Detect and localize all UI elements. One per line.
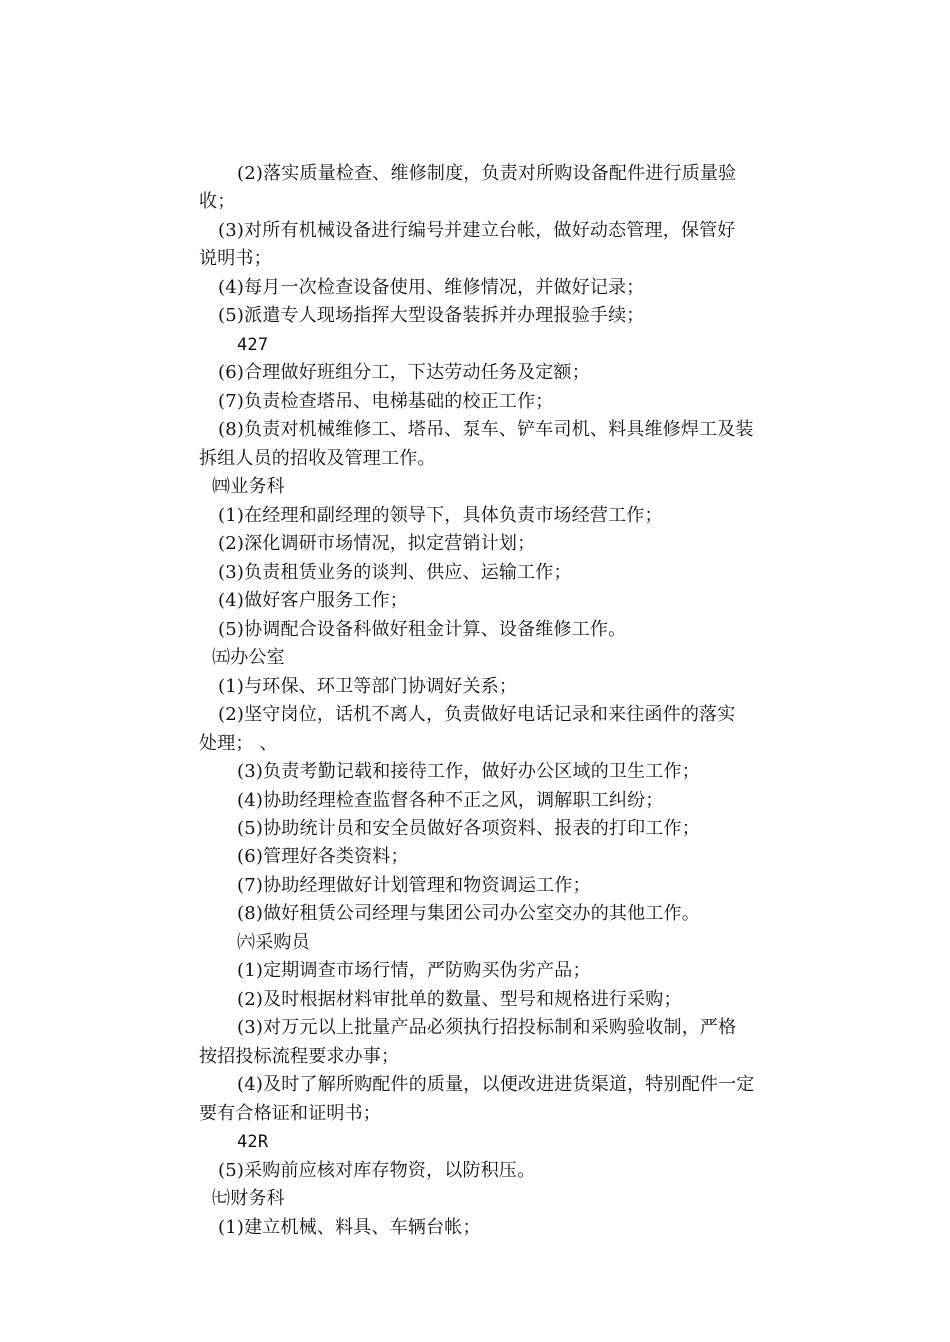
text-line: (8)负责对机械维修工、塔吊、泵车、铲车司机、料具维修焊工及装 <box>218 419 754 440</box>
section-heading: ㈤办公室 <box>212 647 285 668</box>
text-line: (7)负责检查塔吊、电梯基础的校正工作； <box>218 391 554 412</box>
text-line: (3)对万元以上批量产品必须执行招投标制和采购验收制，严格 <box>237 1017 737 1038</box>
text-line: (1)定期调查市场行情，严防购买伪劣产品； <box>237 960 591 981</box>
page-number: 42R <box>237 1132 269 1152</box>
text-line: (4)做好客户服务工作； <box>218 590 408 611</box>
text-line: (4)协助经理检查监督各种不正之风，调解职工纠纷； <box>237 790 664 811</box>
page-number: 427 <box>237 335 269 355</box>
text-line: 按招投标流程要求办事； <box>199 1046 400 1067</box>
text-line: (5)派遣专人现场指挥大型设备装拆并办理报验手续； <box>218 305 645 326</box>
text-line: (3)负责租赁业务的谈判、供应、运输工作； <box>218 562 572 583</box>
text-line: (6)管理好各类资料； <box>237 846 409 867</box>
text-line: (2)深化调研市场情况，拟定营销计划； <box>218 533 536 554</box>
text-line: 处理； 、 <box>199 733 278 754</box>
text-line: (5)协助统计员和安全员做好各项资料、报表的打印工作； <box>237 818 700 839</box>
section-heading: ㈦财务科 <box>212 1188 285 1209</box>
text-line: (1)与环保、环卫等部门协调好关系； <box>218 676 518 697</box>
text-line: (4)每月一次检查设备使用、维修情况，并做好记录； <box>218 277 645 298</box>
text-line: 拆组人员的招收及管理工作。 <box>199 448 436 469</box>
text-line: (1)建立机械、料具、车辆台帐； <box>218 1217 481 1238</box>
text-line: (4)及时了解所购配件的质量，以便改进进货渠道，特别配件一定 <box>237 1074 755 1095</box>
text-line: 收； <box>199 191 236 212</box>
text-line: (2)及时根据材料审批单的数量、型号和规格进行采购； <box>237 989 682 1010</box>
text-line: (8)做好租赁公司经理与集团公司办公室交办的其他工作。 <box>237 903 700 924</box>
text-line: (6)合理做好班组分工，下达劳动任务及定额； <box>218 362 590 383</box>
text-line: 要有合格证和证明书； <box>199 1103 381 1124</box>
text-line: (2)坚守岗位，话机不离人，负责做好电话记录和来往函件的落实 <box>218 704 736 725</box>
text-line: (1)在经理和副经理的领导下，具体负责市场经营工作； <box>218 505 663 526</box>
text-line: (2)落实质量检查、维修制度，负责对所购设备配件进行质量验 <box>237 163 737 184</box>
section-heading: ㈣业务科 <box>212 476 285 497</box>
text-line: 说明书； <box>199 248 272 269</box>
text-line: (3)负责考勤记载和接待工作，做好办公区域的卫生工作； <box>237 761 700 782</box>
text-line: (5)采购前应核对库存物资，以防积压。 <box>218 1160 536 1181</box>
section-heading: ㈥采购员 <box>237 932 310 953</box>
text-line: (3)对所有机械设备进行编号并建立台帐，做好动态管理，保管好 <box>218 220 736 241</box>
text-line: (5)协调配合设备科做好租金计算、设备维修工作。 <box>218 619 627 640</box>
text-line: (7)协助经理做好计划管理和物资调运工作； <box>237 875 591 896</box>
